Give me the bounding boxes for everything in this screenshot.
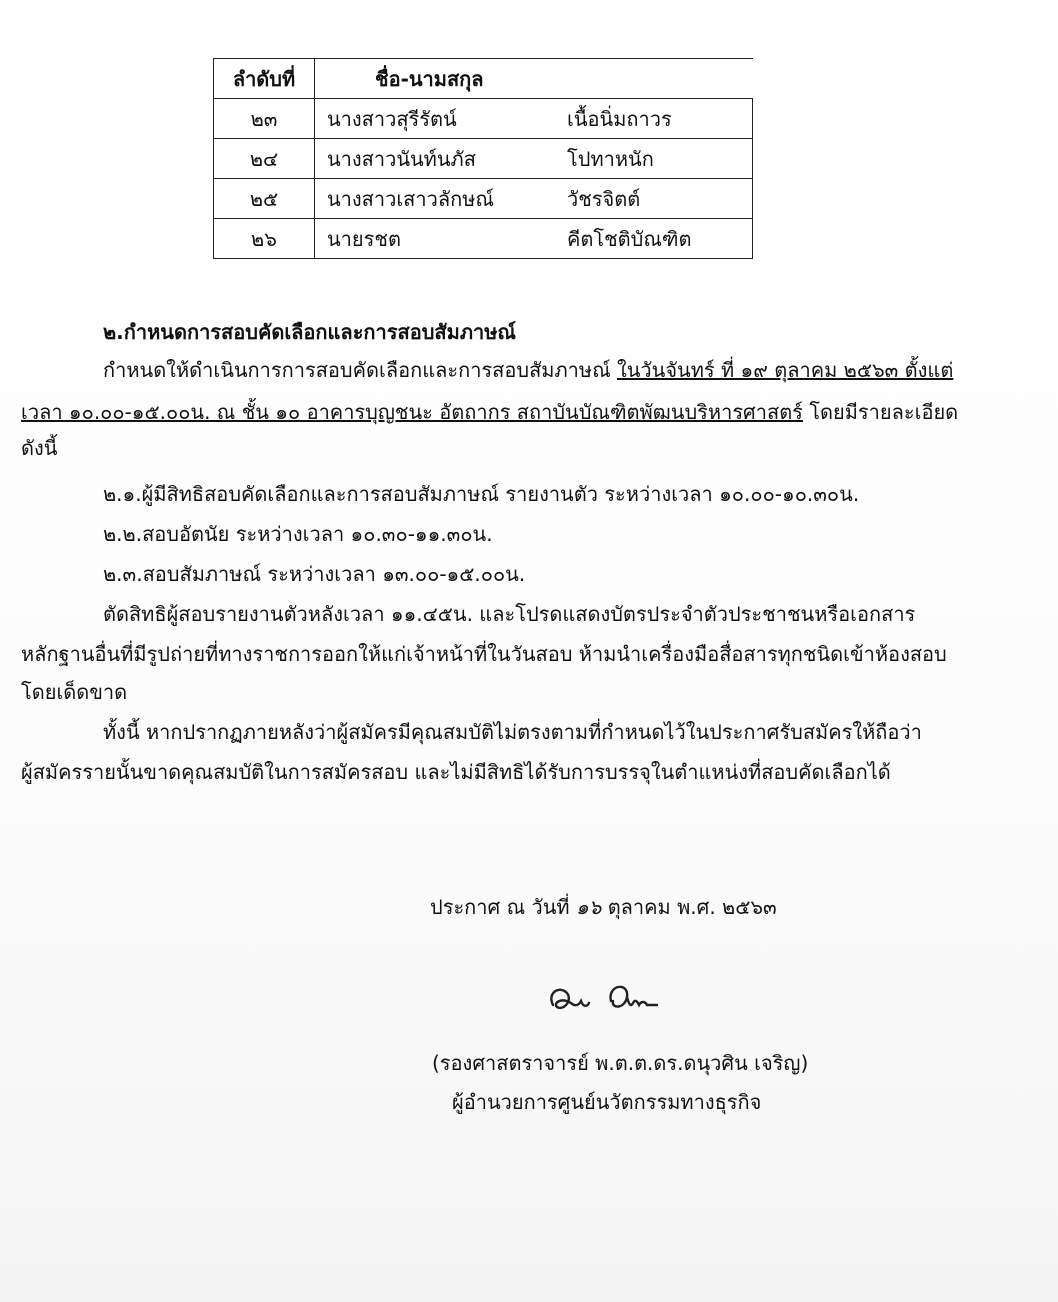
paragraph-1-line-2	[21, 392, 958, 432]
row-name: นายรชต	[315, 219, 560, 259]
row-surname: เนื้อนิ่มถาวร	[559, 99, 753, 139]
section-heading: ๒.กำหนดการสอบคัดเลือกและการสอบสัมภาษณ์	[103, 320, 516, 344]
header-name: ชื่อ-นามสกุล	[315, 59, 753, 99]
signer-title: ผู้อำนวยการศูนย์นวัตกรรมทางธุรกิจ	[452, 1090, 762, 1114]
paragraph-1-start: กำหนดให้ดำเนินการการสอบคัดเลือกและการสอบสัมภาษณ์	[103, 358, 611, 382]
paragraph-2-line-1: ตัดสิทธิผู้สอบรายงานตัวหลังเวลา ๑๑.๔๕น. และโปรดแสดงบัตรประจำตัวประชาชนหรือเอกสาร	[103, 602, 916, 626]
paragraph-3-line-2: ผู้สมัครรายนั้นขาดคุณสมบัติในการสมัครสอบ และไม่มีสิทธิได้รับการบรรจุในตำแหน่งที่สอบคัดเลือกได้	[21, 760, 891, 784]
paragraph-3-line-1: ทั้งนี้ หากปรากฏภายหลังว่าผู้สมัครมีคุณสมบัติไม่ตรงตามที่กำหนดไว้ในประกาศรับสมัครให้ถือว่า	[103, 720, 922, 744]
table-row	[214, 179, 753, 219]
row-number: ๒๔	[214, 139, 315, 179]
schedule-item-2: ๒.๒.สอบอัตนัย ระหว่างเวลา ๑๐.๓๐-๑๑.๓๐น.	[103, 522, 493, 546]
paragraph-1-date: ในวันจันทร์ ที่ ๑๙ ตุลาคม ๒๕๖๓ ตั้งแต่	[616, 358, 954, 382]
candidate-table	[213, 58, 753, 259]
row-name: นางสาวสุรีรัตน์	[315, 99, 560, 139]
announcement-prefix: ประกาศ ณ วันที่	[430, 895, 570, 919]
announcement-day: ๑๖	[575, 895, 602, 919]
row-number: ๒๕	[214, 179, 315, 219]
signer-name: (รองศาสตราจารย์ พ.ต.ต.ดร.ดนุวศิน เจริญ)	[432, 1051, 809, 1075]
table-row	[214, 219, 753, 259]
announcement-suffix: ตุลาคม พ.ศ. ๒๕๖๓	[607, 895, 777, 919]
announcement-date	[430, 887, 777, 927]
row-surname: วัชรจิตต์	[559, 179, 753, 219]
paragraph-1-venue: เวลา ๑๐.๐๐-๑๕.๐๐น. ณ ชั้น ๑๐ อาคารบุญชนะ อัตถากร สถาบันบัณฑิตพัฒนบริหารศาสตร์	[21, 400, 803, 424]
table-row	[214, 139, 753, 179]
row-name: นางสาวนันท์นภัส	[315, 139, 560, 179]
paragraph-2-line-2: หลักฐานอื่นที่มีรูปถ่ายที่ทางราชการออกให้แก่เจ้าหน้าที่ในวันสอบ ห้ามนำเครื่องมือสื่อสารทุกชนิดเข้าห้องสอบ	[21, 642, 947, 666]
paragraph-1-end: โดยมีรายละเอียด	[809, 400, 959, 424]
schedule-item-1: ๒.๑.ผู้มีสิทธิสอบคัดเลือกและการสอบสัมภาษณ์ รายงานตัว ระหว่างเวลา ๑๐.๐๐-๑๐.๓๐น.	[103, 482, 860, 506]
table-header-row	[214, 59, 753, 99]
schedule-item-3: ๒.๓.สอบสัมภาษณ์ ระหว่างเวลา ๑๓.๐๐-๑๕.๐๐น.	[103, 562, 526, 586]
row-number: ๒๓	[214, 99, 315, 139]
row-surname: โปทาหนัก	[559, 139, 753, 179]
table-row	[214, 99, 753, 139]
row-surname: คีตโชติบัณฑิต	[559, 219, 753, 259]
signature	[545, 975, 665, 1025]
paragraph-1-line-1	[103, 350, 953, 390]
row-name: นางสาวเสาวลักษณ์	[315, 179, 560, 219]
paragraph-2-line-3: โดยเด็ดขาด	[21, 680, 128, 704]
header-number: ลำดับที่	[214, 59, 315, 99]
paragraph-1-line-3: ดังนี้	[21, 436, 58, 460]
row-number: ๒๖	[214, 219, 315, 259]
